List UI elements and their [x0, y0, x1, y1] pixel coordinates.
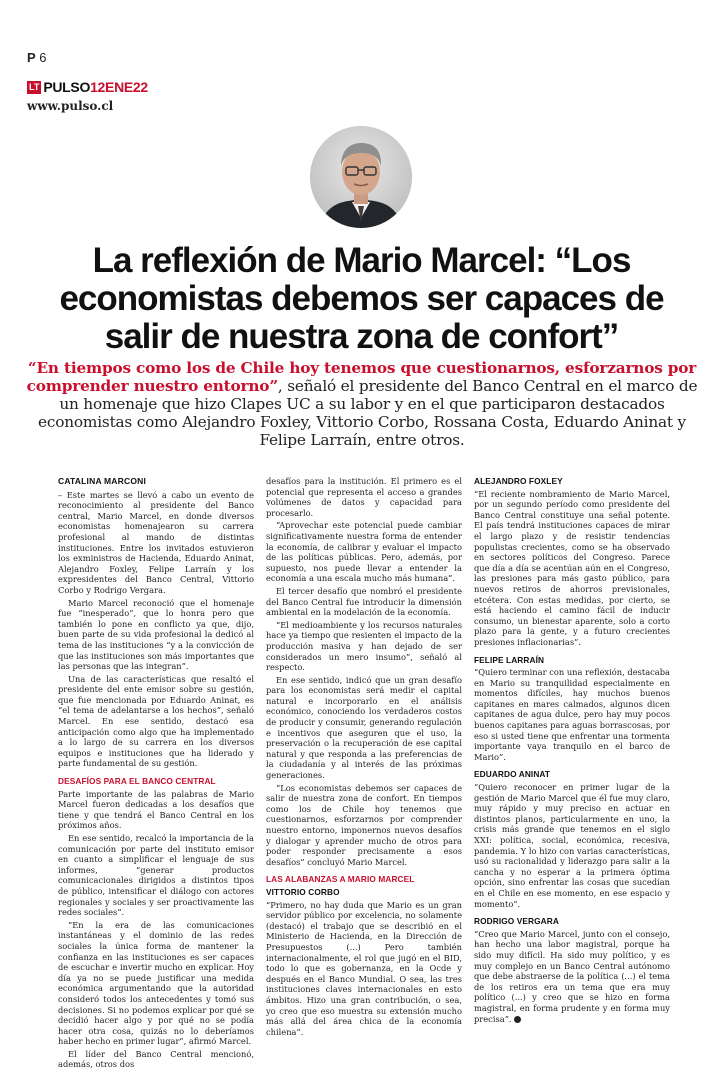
lt-logo-icon: LT — [29, 81, 40, 92]
speaker-name: RODRIGO VERGARA — [474, 916, 559, 927]
body-paragraph: “Los economistas debemos ser capaces de salir de nuestra zona de confort. En tiempos como los de Chile hoy tenemos que cuestionarnos, esforzarnos por comprender nuestro entorno, imponernos nuevos desafíos y dialogar y aprender mucho de otros para poder responder precisamente a esos desafíos” concluyó Mario Marcel. — [266, 782, 462, 867]
quote-paragraph: “El reciente nombramiento de Mario Marcel, por un segundo período como presidente del Banco Central constituye una señal potente. El país tendrá instituciones capaces de mirar el largo plazo y de resistir tendencias populistas crecientes, como se ha observado en sectores políticos del Congreso. Parece que día a día se acentúan aún en el Congreso, las presiones para más gasto público, para nuevos retiros de ahorros previsionales, etcétera. Con estas medidas, por cierto, se está haciendo el camino fácil de inducir consumo, un bienestar aparente, solo a corto plazo para la gente, y a futuro crecientes presiones inflacionarias”. — [474, 488, 670, 647]
article-column-1 — [58, 476, 254, 1072]
body-paragraph: En ese sentido, recalcó la importancia de la comunicación por parte del instituto emisor en cuanto a simplificar el lenguaje de sus informes, “generar productos comunicacionales dirigidos a distintos tipos de público, intensificar el diálogo con actores regionales y sociales y ser proactivamente las redes sociales”. — [58, 833, 254, 918]
headline: La reflexión de Mario Marcel: “Los economistas debemos ser capaces de salir de nuestra zona de confort” — [59, 241, 664, 356]
article-column-3 — [474, 476, 670, 1026]
quote-paragraph — [474, 929, 670, 1024]
end-mark-icon — [514, 1016, 521, 1023]
speaker-name: ALEJANDRO FOXLEY — [474, 476, 563, 486]
quote-paragraph: “Quiero reconocer en primer lugar de la gestión de Mario Marcel que él fue muy claro, muy rápido y muy preciso en actuar en distintos planos, particularmente en uno, la crisis más grande que tenemos en el siglo XXI: política, social, económica, recesiva, pandemia. Y lo hizo con varias características, usó su racionalidad y liderazgo para salir a la cancha y no esperar a la primera óptima opción, sino enfrentar las cosas que sucedían en el Chile en ese momento, en ese espacio y momento”. — [474, 782, 670, 909]
lead-text: , señaló el presidente del Banco Central en el marco de un homenaje que hizo Clapes UC a su labor y en el que participaron destacados economistas como Alejandro Foxley, Vittorio Corbo, Rossana Costa, Eduardo Aninat y Felipe Larraín, entre otros. — [38, 377, 698, 449]
speaker-name: FELIPE LARRAÍN — [474, 654, 545, 665]
portrait-photo — [310, 126, 412, 228]
website-link[interactable]: www.pulso.cl — [27, 99, 114, 113]
page-label: P — [27, 50, 36, 65]
body-paragraph: Mario Marcel reconoció que el homenaje fue “inesperado”, que lo honra pero que también lo pone en conflicto ya que, dijo, buen parte de su vida profesional la dedicó al tema de las instituciones “y a la convicción de que las instituciones son más importantes que las personas que las integran”. — [58, 597, 254, 672]
masthead — [27, 79, 148, 95]
article-column-2 — [266, 476, 462, 1039]
brand-name: PULSO — [43, 79, 91, 95]
body-paragraph: “En la era de las comunicaciones instantáneas y el dominio de las redes sociales la única forma de mantener la confianza en las instituciones es ser capaces de escuchar e invertir mucho en explicar. Hoy día ya no se puede justificar una medida económica argumentando que la autoridad consideró todos los antecedentes y tomó sus decisiones. Si no podemos explicar por qué se decidió hacer algo y por qué no se podía hacer otra cosa, quizás no lo deberíamos haber hecho en primer lugar”, afirmó Marcel. — [58, 919, 254, 1047]
page-number — [27, 50, 47, 65]
quote-paragraph: “Primero, no hay duda que Mario es un gran servidor público por excelencia, no solamente (destacó) el trabajo que se describió en el Ministerio de Hacienda, en la Dirección de Presupuestos (...) Pero también internacionalmente, el rol que jugó en el BID, todo lo que es gobernanza, en la Ocde y después en el Banco Mundial. O sea, las tres instituciones claves internacionales en esto ámbitos. Hizo una gran contribución, o sea, yo creo que eso muestra su extensión mucho más allá del área chica de la economía chilena”. — [266, 899, 462, 1037]
quote-text: “Creo que Mario Marcel, junto con el consejo, han hecho una labor magistral, porque ha sido muy difícil. Ha sido muy político, y es muy complejo en un Banco Central autónomo que debe abstraerse de la política (...) el tema de los retiros era un tema que era muy político (...) y creo que se hizo en forma magistral, en forma prudente y en forma muy precisa”. — [474, 928, 670, 1024]
body-paragraph: “Aprovechar este potencial puede cambiar significativamente nuestra forma de entender la economía, de calibrar y evaluar el impacto de las políticas públicas. Pero, además, por supuesto, nos puede llevar a entender la economía a una escala mucho más humana”. — [266, 520, 462, 584]
speaker-name: EDUARDO ANINAT — [474, 769, 551, 780]
quote-paragraph: “Quiero terminar con una reflexión, destacaba en Mario su tranquilidad especialmente en momentos difíciles, hay muchos buenos capitanes en mares calmados, algunos dicen capitanes de agua dulce, pero hay muy pocos buenos capitanes para aguas borrascosas, por eso si usted tiene que enfrentar una tormenta importante vaya tranquilo en el barco de Mario”. — [474, 667, 670, 762]
section-subhead: LAS ALABANZAS A MARIO MARCEL — [266, 874, 415, 885]
body-paragraph: Una de las características que resaltó el presidente del ente emisor sobre su gestión, que fue mencionada por Eduardo Aninat, es “el tema de adelantarse a los hechos”, señaló Marcel. En ese sentido, destacó esa anticipación como algo que ha implementado a lo largo de su carrera en los diversos equipos e instituciones que ha liderado y parte fundamental de su gestión. — [58, 673, 254, 769]
lead-quote: “En tiempos como los de Chile hoy tenemos que cuestionarnos, esforzarnos por comprender nuestro entorno” — [26, 359, 697, 395]
byline: CATALINA MARCONI — [58, 476, 147, 486]
speaker-name: VITTORIO CORBO — [266, 886, 340, 897]
body-paragraph: El tercer desafío que nombró el presidente del Banco Central fue introducir la dimensión ambiental en la modelación de la economía. — [266, 585, 462, 618]
body-paragraph: “El medioambiente y los recursos naturales hace ya tiempo que resienten el impacto de la producción masiva y han dejado de ser considerados un mero insumo”, señaló al respecto. — [266, 619, 462, 673]
portrait-icon — [310, 126, 412, 228]
section-subhead: DESAFÍOS PARA EL BANCO CENTRAL — [58, 776, 216, 787]
page-number-value: 6 — [39, 50, 47, 65]
issue-date: 12ENE22 — [90, 79, 148, 95]
body-paragraph: En ese sentido, indicó que un gran desafío para los economistas será medir el capital natural e incorporarlo en el análisis económico, conociendo los verdaderos costos de producir y consumir, generando regulación e incentivos que aseguren que el uso, la preservación o la recuperación de ese capital natural y que responda a las preferencias de la ciudadanía y al interés de las próximas generaciones. — [266, 674, 462, 781]
lead-paragraph — [26, 359, 698, 449]
body-paragraph: – Este martes se llevó a cabo un evento de reconocimiento al presidente del Banco central, Mario Marcel, en donde diversos economistas homenajearon su carrera profesional al mando de distintas instituciones. Entre los invitados estuvieron los exministros de Hacienda, Eduardo Aninat, Alejandro Foxley, Felipe Larraín y los expresidentes del Banco Central, Vittorio Corbo y Rodrigo Vergara. — [58, 489, 254, 595]
body-paragraph: Parte importante de las palabras de Mario Marcel fueron dedicadas a los desafíos que tiene y que tendrá el Banco Central en los próximos años. — [58, 788, 254, 831]
body-paragraph: desafíos para la institución. El primero es el potencial que representa el acceso a grandes volúmenes de datos y capacidad para procesarlo. — [266, 476, 462, 518]
body-paragraph: El líder del Banco Central mencionó, además, otros dos — [58, 1048, 254, 1070]
